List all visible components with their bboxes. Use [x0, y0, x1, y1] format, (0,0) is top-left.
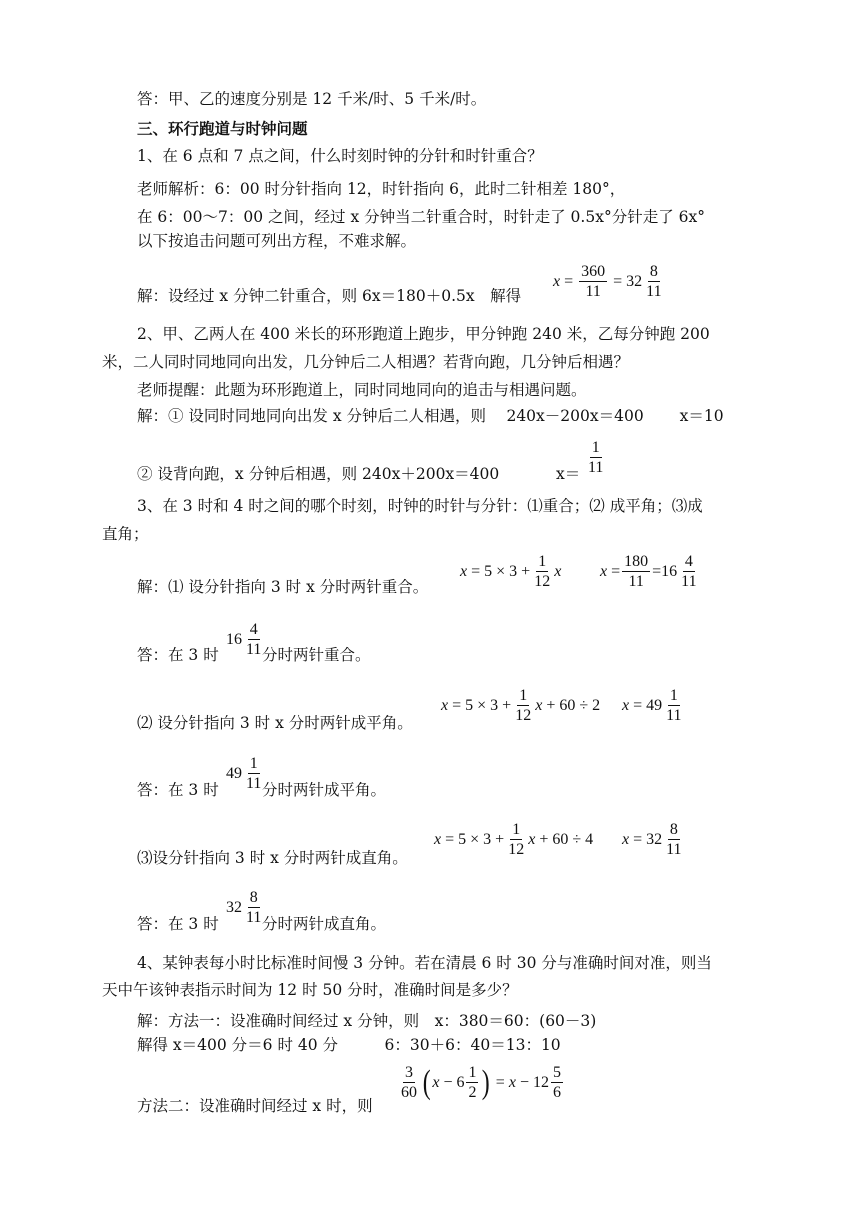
- q1-result-formula: x = $\frac{360}{11}$ = 32 $\frac{8}{11}$: [553, 263, 662, 300]
- question-1: 1、在 6 点和 7 点之间，什么时刻时钟的分针和时针重合？: [137, 147, 543, 165]
- q3-result-1: x = $\frac{180}{11}$ = 16 $\frac{4}{11}$: [600, 553, 697, 590]
- q3-answer-2-post: 分时两针成平角。: [262, 781, 387, 799]
- question-4-line1: 4、某钟表每小时比标准时间慢 3 分钟。若在清晨 6 时 30 分与准确时间对准，则当: [137, 954, 712, 972]
- q1-analysis-2: 在 6：00～7：00 之间，经过 x 分钟当二针重合时，时针走了 0.5x°分针走了 6x°: [137, 208, 705, 226]
- q2-solution-1: 解：① 设同时同地同向出发 x 分钟后二人相遇，则 240x－200x＝400 x＝10: [137, 407, 724, 425]
- q2-solution-2-x: x＝: [556, 465, 581, 483]
- q3-equation-3: x = 5 × 3 + $\frac{1}{12}$ x + 60 ÷ 4: [434, 821, 594, 858]
- question-3-line2: 直角；: [102, 525, 149, 543]
- q1-solution: 解：设经过 x 分钟二针重合，则 6x＝180＋0.5x 解得: [137, 287, 522, 305]
- q3-answer-3-post: 分时两针成直角。: [262, 915, 387, 933]
- question-2-line1: 2、甲、乙两人在 400 米长的环形跑道上跑步，甲分钟跑 240 米，乙每分钟跑 200: [137, 325, 710, 343]
- q3-equation-1: x = 5 × 3 + $\frac{1}{12}$ x: [460, 553, 562, 590]
- section-heading: 三、环行跑道与时钟问题: [137, 120, 308, 138]
- question-2-line2: 米，二人同时同地同向出发，几分钟后二人相遇？若背向跑，几分钟后相遇？: [102, 353, 630, 371]
- q3-answer-2-pre: 答：在 3 时: [137, 781, 219, 799]
- q3-equation-2: x = 5 × 3 + $\frac{1}{12}$ x + 60 ÷ 2: [441, 687, 601, 724]
- q4-method-1: 解：方法一：设准确时间经过 x 分钟，则 x：380＝60：(60－3): [137, 1012, 597, 1030]
- q3-answer-1-post: 分时两针重合。: [262, 646, 371, 664]
- q2-result-fraction: $\frac{1}{11}$: [588, 439, 604, 476]
- q3-result-2: x = 49 $\frac{1}{11}$: [622, 687, 682, 724]
- q3-answer-3-value: 32 $\frac{8}{11}$: [226, 889, 262, 926]
- q3-answer-3-pre: 答：在 3 时: [137, 915, 219, 933]
- q4-method-2: 方法二：设准确时间经过 x 时，则: [137, 1097, 373, 1115]
- q3-solution-2: ⑵ 设分针指向 3 时 x 分时两针成平角。: [137, 714, 413, 732]
- q2-hint: 老师提醒：此题为环形跑道上，同时同地同向的追击与相遇问题。: [137, 381, 587, 399]
- q3-solution-3: ⑶设分针指向 3 时 x 分时两针成直角。: [137, 849, 408, 867]
- q3-solution-1: 解：⑴ 设分针指向 3 时 x 分时两针重合。: [137, 578, 429, 596]
- q3-answer-2-value: 49 $\frac{1}{11}$: [226, 755, 262, 792]
- q3-answer-1-pre: 答：在 3 时: [137, 646, 219, 664]
- q3-answer-1-value: 16 $\frac{4}{11}$: [226, 621, 262, 658]
- question-3-line1: 3、在 3 时和 4 时之间的哪个时刻，时钟的时针与分针：⑴重合；⑵ 成平角；⑶成: [137, 497, 703, 515]
- q4-method-1-result: 解得 x＝400 分＝6 时 40 分 6：30＋6：40＝13：10: [137, 1036, 561, 1054]
- q2-solution-2: ② 设背向跑，x 分钟后相遇，则 240x＋200x＝400: [137, 465, 500, 483]
- q1-analysis-3: 以下按追击问题可列出方程，不难求解。: [137, 232, 417, 250]
- q4-equation-2: $\frac{3}{60}$ ( x − 6 $\frac{1}{2}$ ) = x − 12 $\frac{5}{6}$: [401, 1063, 561, 1101]
- q1-analysis-1: 老师解析：6：00 时分针指向 12，时针指向 6，此时二针相差 180°，: [137, 180, 626, 198]
- question-4-line2: 天中午该钟表指示时间为 12 时 50 分时，准确时间是多少？: [102, 981, 518, 999]
- q3-result-3: x = 32 $\frac{8}{11}$: [622, 821, 682, 858]
- answer-speeds: 答：甲、乙的速度分别是 12 千米/时、5 千米/时。: [137, 90, 487, 108]
